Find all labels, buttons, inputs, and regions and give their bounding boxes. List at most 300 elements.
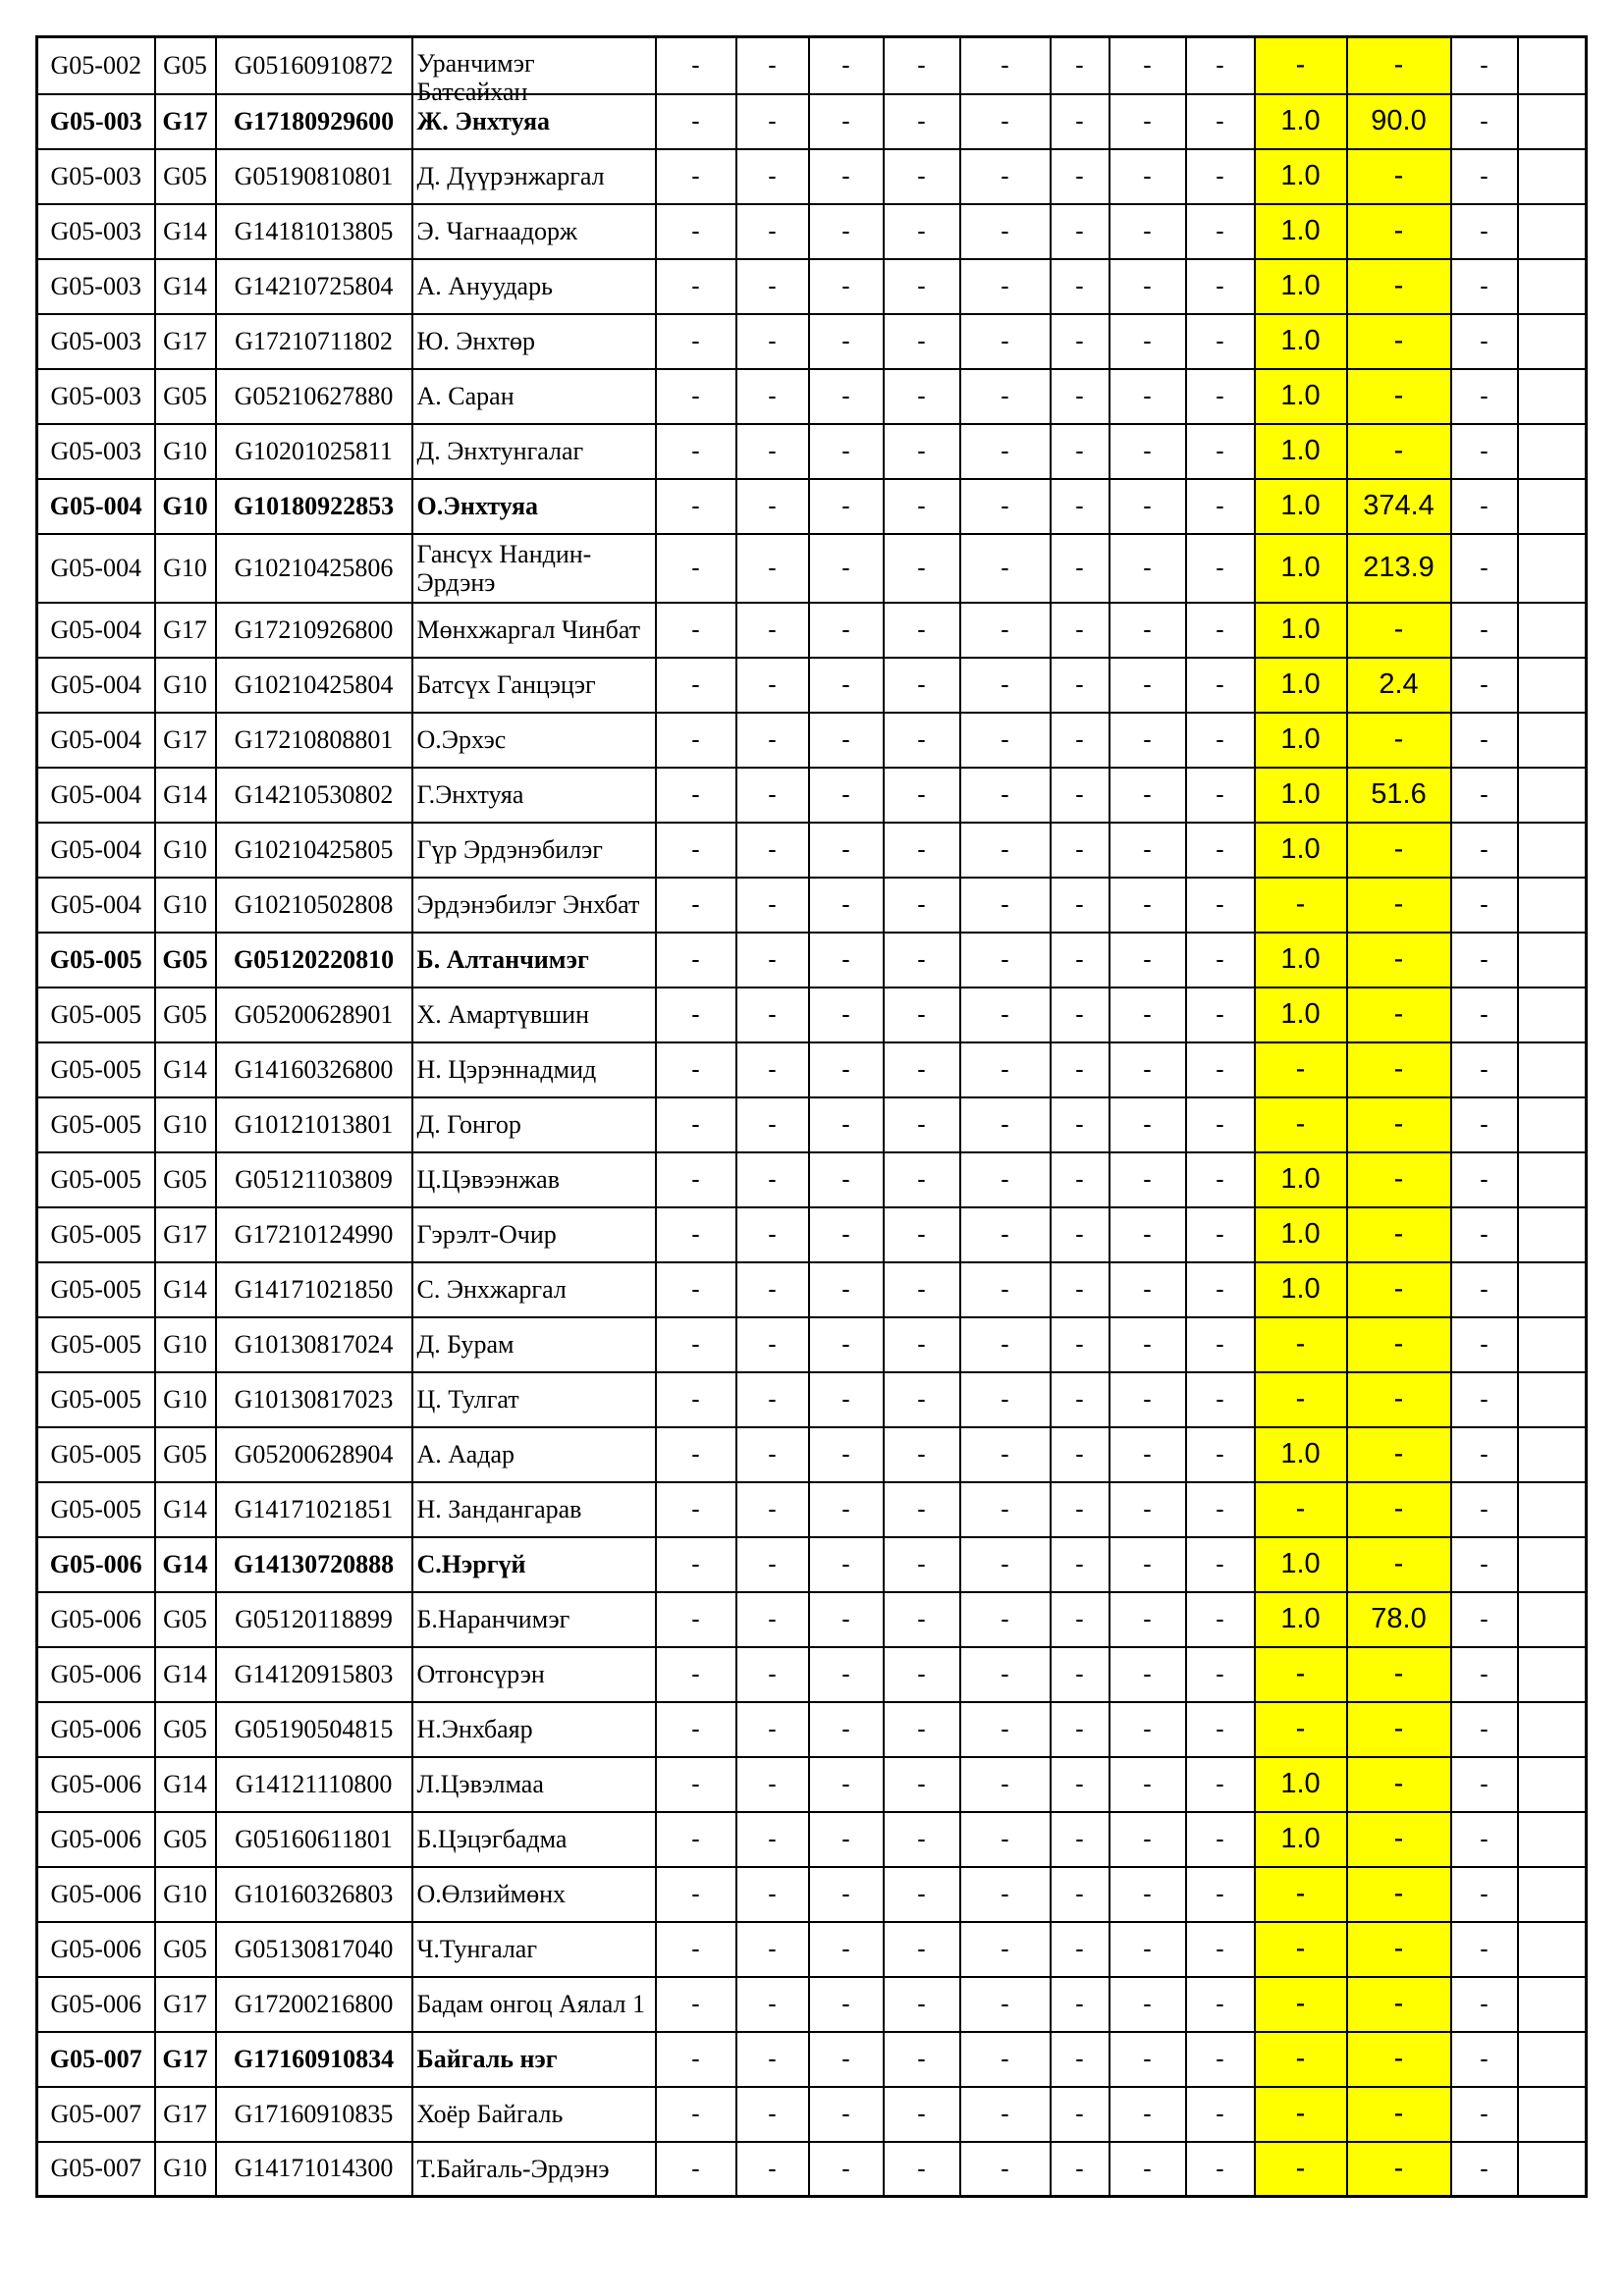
cell-code: G05-005 — [37, 933, 155, 988]
cell-dash: - — [1110, 1647, 1186, 1702]
cell-value-1: - — [1255, 878, 1347, 933]
cell-empty — [1518, 1702, 1587, 1757]
cell-group: G10 — [155, 658, 216, 713]
cell-code: G05-003 — [37, 424, 155, 479]
cell-dash: - — [809, 369, 884, 424]
cell-dash: - — [1051, 768, 1110, 823]
cell-dash: - — [1051, 149, 1110, 204]
cell-dash: - — [1051, 988, 1110, 1042]
cell-empty — [1518, 1427, 1587, 1482]
table-row — [37, 1482, 1587, 1537]
cell-empty — [1518, 1097, 1587, 1152]
cell-group: G17 — [155, 2087, 216, 2142]
cell-dash: - — [736, 1042, 809, 1097]
cell-dash: - — [656, 1317, 736, 1372]
cell-empty — [1518, 1262, 1587, 1317]
cell-dash-end: - — [1451, 988, 1518, 1042]
cell-dash: - — [960, 1922, 1051, 1977]
cell-value-1: 1.0 — [1255, 1537, 1347, 1592]
cell-empty — [1518, 94, 1587, 149]
cell-value-2: 78.0 — [1347, 1592, 1451, 1647]
cell-dash: - — [736, 1757, 809, 1812]
cell-dash-end: - — [1451, 658, 1518, 713]
cell-dash: - — [1110, 1482, 1186, 1537]
cell-id: G05120118899 — [216, 1592, 412, 1647]
cell-dash-end: - — [1451, 259, 1518, 314]
cell-dash: - — [1110, 603, 1186, 658]
cell-dash: - — [809, 1922, 884, 1977]
table-row — [37, 1042, 1587, 1097]
cell-dash-end: - — [1451, 37, 1518, 94]
cell-group: G14 — [155, 1647, 216, 1702]
cell-dash: - — [656, 1207, 736, 1262]
cell-value-1: - — [1255, 1482, 1347, 1537]
cell-value-2: - — [1347, 603, 1451, 658]
cell-id: G14171021850 — [216, 1262, 412, 1317]
cell-value-1: - — [1255, 2032, 1347, 2087]
cell-dash: - — [1110, 768, 1186, 823]
cell-name-text: Гансүх Нандин-Эрдэнэ — [416, 539, 592, 597]
cell-dash: - — [736, 37, 809, 94]
cell-name — [412, 988, 656, 1042]
cell-name — [412, 1207, 656, 1262]
cell-dash: - — [656, 1867, 736, 1922]
cell-dash: - — [809, 1867, 884, 1922]
cell-dash: - — [656, 1757, 736, 1812]
cell-value-2: - — [1347, 1867, 1451, 1922]
cell-name-text: Б.Наранчимэг — [416, 1605, 570, 1633]
cell-dash: - — [1051, 94, 1110, 149]
table-row — [37, 1262, 1587, 1317]
cell-dash: - — [960, 2142, 1051, 2197]
cell-value-2: 90.0 — [1347, 94, 1451, 149]
cell-dash-end: - — [1451, 1152, 1518, 1207]
cell-code: G05-004 — [37, 713, 155, 768]
cell-dash: - — [884, 94, 960, 149]
cell-dash: - — [656, 1812, 736, 1867]
cell-value-2: - — [1347, 713, 1451, 768]
cell-name-text: Б.Цэцэгбадма — [416, 1825, 568, 1853]
cell-dash: - — [809, 2032, 884, 2087]
cell-code: G05-005 — [37, 1207, 155, 1262]
cell-dash: - — [1051, 1647, 1110, 1702]
cell-name — [412, 713, 656, 768]
table-row — [37, 658, 1587, 713]
cell-dash: - — [809, 259, 884, 314]
cell-dash-end: - — [1451, 1207, 1518, 1262]
cell-name — [412, 479, 656, 534]
cell-group: G10 — [155, 424, 216, 479]
cell-empty — [1518, 37, 1587, 94]
cell-name — [412, 1867, 656, 1922]
table-row — [37, 314, 1587, 369]
cell-dash: - — [656, 204, 736, 259]
cell-empty — [1518, 204, 1587, 259]
cell-name-text: Д. Бурам — [416, 1330, 514, 1359]
cell-name-text: Мөнхжаргал Чинбат — [416, 615, 641, 644]
cell-dash: - — [1186, 603, 1255, 658]
cell-value-2: 374.4 — [1347, 479, 1451, 534]
cell-group: G05 — [155, 369, 216, 424]
cell-code: G05-005 — [37, 1482, 155, 1537]
cell-dash: - — [884, 1812, 960, 1867]
cell-group: G17 — [155, 603, 216, 658]
cell-dash: - — [1186, 1042, 1255, 1097]
table-row — [37, 603, 1587, 658]
cell-group: G10 — [155, 2142, 216, 2197]
cell-group: G05 — [155, 1702, 216, 1757]
cell-dash: - — [884, 823, 960, 878]
cell-dash: - — [1186, 1372, 1255, 1427]
cell-dash: - — [656, 1537, 736, 1592]
cell-dash: - — [736, 1592, 809, 1647]
cell-empty — [1518, 1977, 1587, 2032]
cell-value-1: 1.0 — [1255, 149, 1347, 204]
cell-empty — [1518, 2142, 1587, 2197]
cell-dash-end: - — [1451, 1757, 1518, 1812]
cell-dash: - — [884, 1922, 960, 1977]
cell-dash: - — [1051, 204, 1110, 259]
cell-name — [412, 1702, 656, 1757]
cell-dash: - — [656, 1042, 736, 1097]
cell-name-text: Х. Амартүвшин — [416, 1000, 590, 1029]
cell-dash: - — [1186, 534, 1255, 603]
cell-name-text: Ч.Тунгалаг — [416, 1935, 538, 1963]
cell-dash-end: - — [1451, 1977, 1518, 2032]
cell-dash: - — [884, 1757, 960, 1812]
cell-dash-end: - — [1451, 2087, 1518, 2142]
cell-value-2: - — [1347, 424, 1451, 479]
cell-dash: - — [736, 1977, 809, 2032]
cell-dash: - — [1186, 37, 1255, 94]
cell-name — [412, 534, 656, 603]
table-row — [37, 933, 1587, 988]
cell-dash: - — [1186, 424, 1255, 479]
cell-value-2: - — [1347, 1152, 1451, 1207]
table-row — [37, 149, 1587, 204]
cell-dash: - — [656, 1262, 736, 1317]
cell-code: G05-005 — [37, 1152, 155, 1207]
cell-value-2: - — [1347, 1702, 1451, 1757]
cell-dash: - — [1110, 2142, 1186, 2197]
cell-dash: - — [1186, 713, 1255, 768]
cell-dash: - — [809, 1262, 884, 1317]
cell-value-1: 1.0 — [1255, 259, 1347, 314]
cell-id: G05200628901 — [216, 988, 412, 1042]
cell-value-1: 1.0 — [1255, 424, 1347, 479]
cell-id: G10121013801 — [216, 1097, 412, 1152]
cell-dash: - — [1186, 149, 1255, 204]
cell-dash: - — [736, 768, 809, 823]
cell-name — [412, 1812, 656, 1867]
cell-id: G05200628904 — [216, 1427, 412, 1482]
cell-code: G05-005 — [37, 1262, 155, 1317]
cell-value-1: 1.0 — [1255, 534, 1347, 603]
table-row — [37, 1372, 1587, 1427]
table-row — [37, 1317, 1587, 1372]
cell-dash: - — [1110, 988, 1186, 1042]
cell-value-2: - — [1347, 314, 1451, 369]
cell-dash: - — [656, 149, 736, 204]
cell-dash: - — [736, 2032, 809, 2087]
cell-id: G14171021851 — [216, 1482, 412, 1537]
cell-dash: - — [1110, 1977, 1186, 2032]
cell-dash: - — [884, 369, 960, 424]
cell-dash: - — [1051, 479, 1110, 534]
cell-dash: - — [1110, 1702, 1186, 1757]
cell-code: G05-003 — [37, 369, 155, 424]
cell-name — [412, 1592, 656, 1647]
cell-dash: - — [1051, 1317, 1110, 1372]
cell-dash: - — [1186, 1207, 1255, 1262]
cell-name — [412, 823, 656, 878]
cell-dash: - — [656, 314, 736, 369]
cell-dash: - — [656, 2032, 736, 2087]
cell-dash: - — [1051, 2032, 1110, 2087]
cell-name — [412, 2087, 656, 2142]
cell-empty — [1518, 1592, 1587, 1647]
cell-value-1: - — [1255, 1317, 1347, 1372]
cell-dash: - — [960, 1757, 1051, 1812]
cell-value-2: - — [1347, 1317, 1451, 1372]
cell-dash: - — [1051, 1427, 1110, 1482]
cell-dash: - — [736, 94, 809, 149]
cell-dash: - — [656, 1152, 736, 1207]
cell-dash: - — [1110, 1317, 1186, 1372]
data-table — [35, 35, 1588, 2198]
cell-dash: - — [736, 1152, 809, 1207]
cell-dash-end: - — [1451, 2032, 1518, 2087]
cell-dash: - — [884, 933, 960, 988]
cell-dash: - — [809, 1977, 884, 2032]
cell-dash: - — [809, 2087, 884, 2142]
cell-dash: - — [1186, 658, 1255, 713]
cell-dash: - — [960, 1207, 1051, 1262]
cell-id: G14130720888 — [216, 1537, 412, 1592]
cell-dash: - — [656, 713, 736, 768]
cell-value-2: - — [1347, 2087, 1451, 2142]
cell-dash: - — [1186, 369, 1255, 424]
cell-dash-end: - — [1451, 1702, 1518, 1757]
cell-value-2: - — [1347, 823, 1451, 878]
cell-dash: - — [884, 1647, 960, 1702]
cell-group: G05 — [155, 1592, 216, 1647]
cell-group: G10 — [155, 1097, 216, 1152]
cell-code: G05-005 — [37, 1317, 155, 1372]
cell-dash: - — [884, 1317, 960, 1372]
cell-dash: - — [736, 424, 809, 479]
cell-name-text: Гэрэлт-Очир — [416, 1220, 557, 1249]
cell-dash: - — [1051, 603, 1110, 658]
cell-group: G14 — [155, 204, 216, 259]
cell-dash: - — [1110, 1097, 1186, 1152]
cell-code: G05-006 — [37, 1757, 155, 1812]
cell-id: G14210530802 — [216, 768, 412, 823]
cell-name — [412, 768, 656, 823]
cell-dash: - — [1186, 1592, 1255, 1647]
cell-dash: - — [960, 1042, 1051, 1097]
cell-dash: - — [809, 1592, 884, 1647]
cell-value-2: 213.9 — [1347, 534, 1451, 603]
cell-dash: - — [960, 1482, 1051, 1537]
cell-value-2: - — [1347, 204, 1451, 259]
cell-code: G05-006 — [37, 1812, 155, 1867]
cell-dash: - — [656, 1372, 736, 1427]
cell-value-2: - — [1347, 1977, 1451, 2032]
cell-dash: - — [1051, 1592, 1110, 1647]
cell-dash: - — [884, 424, 960, 479]
cell-dash: - — [1110, 259, 1186, 314]
cell-code: G05-006 — [37, 1977, 155, 2032]
cell-dash: - — [656, 768, 736, 823]
cell-value-1: - — [1255, 1977, 1347, 2032]
cell-value-2: - — [1347, 1207, 1451, 1262]
cell-empty — [1518, 603, 1587, 658]
cell-dash: - — [1186, 1702, 1255, 1757]
cell-dash: - — [809, 713, 884, 768]
cell-dash: - — [884, 1427, 960, 1482]
cell-dash-end: - — [1451, 1647, 1518, 1702]
table-row — [37, 369, 1587, 424]
cell-dash: - — [1186, 1262, 1255, 1317]
cell-value-1: - — [1255, 1867, 1347, 1922]
cell-dash: - — [960, 933, 1051, 988]
cell-group: G10 — [155, 878, 216, 933]
cell-dash: - — [736, 1482, 809, 1537]
cell-name-text: Ю. Энхтөр — [416, 327, 536, 355]
cell-value-1: 1.0 — [1255, 1262, 1347, 1317]
cell-name-text: Отгонсүрэн — [416, 1660, 545, 1688]
cell-empty — [1518, 369, 1587, 424]
cell-dash: - — [884, 1097, 960, 1152]
table-row — [37, 2087, 1587, 2142]
cell-name — [412, 658, 656, 713]
table-row — [37, 534, 1587, 603]
cell-name-text: Н. Цэрэннадмид — [416, 1055, 597, 1084]
cell-group: G10 — [155, 1867, 216, 1922]
cell-id: G17210926800 — [216, 603, 412, 658]
cell-dash-end: - — [1451, 2142, 1518, 2197]
cell-name-text: Г.Энхтуяа — [416, 780, 524, 809]
cell-dash: - — [1051, 37, 1110, 94]
cell-dash: - — [736, 149, 809, 204]
cell-id: G05190504815 — [216, 1702, 412, 1757]
cell-code: G05-006 — [37, 1867, 155, 1922]
cell-dash: - — [960, 768, 1051, 823]
table-row — [37, 1207, 1587, 1262]
table-row — [37, 1867, 1587, 1922]
cell-dash: - — [809, 768, 884, 823]
cell-value-2: - — [1347, 1922, 1451, 1977]
cell-dash-end: - — [1451, 933, 1518, 988]
cell-dash: - — [809, 1152, 884, 1207]
cell-name — [412, 933, 656, 988]
cell-id: G14210725804 — [216, 259, 412, 314]
cell-dash: - — [1186, 1317, 1255, 1372]
cell-value-1: - — [1255, 1647, 1347, 1702]
cell-dash: - — [960, 1097, 1051, 1152]
cell-code: G05-004 — [37, 479, 155, 534]
cell-dash: - — [884, 1262, 960, 1317]
cell-dash-end: - — [1451, 1317, 1518, 1372]
cell-code: G05-004 — [37, 534, 155, 603]
cell-group: G10 — [155, 1317, 216, 1372]
table-row — [37, 204, 1587, 259]
table-row — [37, 1537, 1587, 1592]
cell-group: G14 — [155, 768, 216, 823]
cell-dash: - — [884, 204, 960, 259]
cell-dash: - — [736, 1207, 809, 1262]
cell-empty — [1518, 534, 1587, 603]
cell-id: G17210711802 — [216, 314, 412, 369]
cell-dash: - — [884, 2087, 960, 2142]
cell-id: G10130817023 — [216, 1372, 412, 1427]
cell-dash: - — [960, 204, 1051, 259]
cell-empty — [1518, 1647, 1587, 1702]
cell-dash: - — [884, 1702, 960, 1757]
table-row — [37, 259, 1587, 314]
cell-dash: - — [1110, 1207, 1186, 1262]
cell-name-text: О.Энхтуяа — [416, 492, 539, 520]
cell-dash: - — [1110, 1867, 1186, 1922]
cell-dash-end: - — [1451, 1812, 1518, 1867]
cell-dash: - — [1110, 823, 1186, 878]
cell-group: G17 — [155, 314, 216, 369]
cell-dash: - — [736, 823, 809, 878]
cell-empty — [1518, 768, 1587, 823]
cell-dash: - — [736, 603, 809, 658]
cell-empty — [1518, 658, 1587, 713]
cell-value-1: 1.0 — [1255, 479, 1347, 534]
cell-code: G05-002 — [37, 37, 155, 94]
cell-name-text: А. Аадар — [416, 1440, 515, 1468]
cell-dash: - — [809, 1757, 884, 1812]
cell-dash-end: - — [1451, 1097, 1518, 1152]
cell-dash-end: - — [1451, 1592, 1518, 1647]
cell-group: G14 — [155, 1042, 216, 1097]
cell-dash: - — [1186, 94, 1255, 149]
cell-dash: - — [884, 1537, 960, 1592]
cell-dash: - — [1186, 1812, 1255, 1867]
cell-dash: - — [1186, 988, 1255, 1042]
cell-name-text: О.Эрхэс — [416, 725, 507, 754]
cell-dash: - — [809, 1702, 884, 1757]
cell-value-2: - — [1347, 1262, 1451, 1317]
cell-name-text: Ц. Тулгат — [416, 1385, 519, 1414]
cell-dash: - — [656, 823, 736, 878]
cell-name-text: Б. Алтанчимэг — [416, 945, 589, 974]
cell-name — [412, 259, 656, 314]
cell-dash: - — [1110, 479, 1186, 534]
cell-group: G14 — [155, 1482, 216, 1537]
cell-dash: - — [809, 37, 884, 94]
cell-dash: - — [736, 1427, 809, 1482]
table-row — [37, 878, 1587, 933]
cell-dash: - — [656, 933, 736, 988]
cell-id: G10130817024 — [216, 1317, 412, 1372]
cell-dash: - — [656, 2087, 736, 2142]
cell-dash-end: - — [1451, 1537, 1518, 1592]
table-row — [37, 1977, 1587, 2032]
cell-code: G05-007 — [37, 2032, 155, 2087]
cell-dash: - — [1051, 1482, 1110, 1537]
cell-dash: - — [1186, 2142, 1255, 2197]
cell-group: G05 — [155, 988, 216, 1042]
cell-dash-end: - — [1451, 1262, 1518, 1317]
cell-value-1: - — [1255, 1042, 1347, 1097]
cell-dash: - — [736, 988, 809, 1042]
cell-dash-end: - — [1451, 1372, 1518, 1427]
